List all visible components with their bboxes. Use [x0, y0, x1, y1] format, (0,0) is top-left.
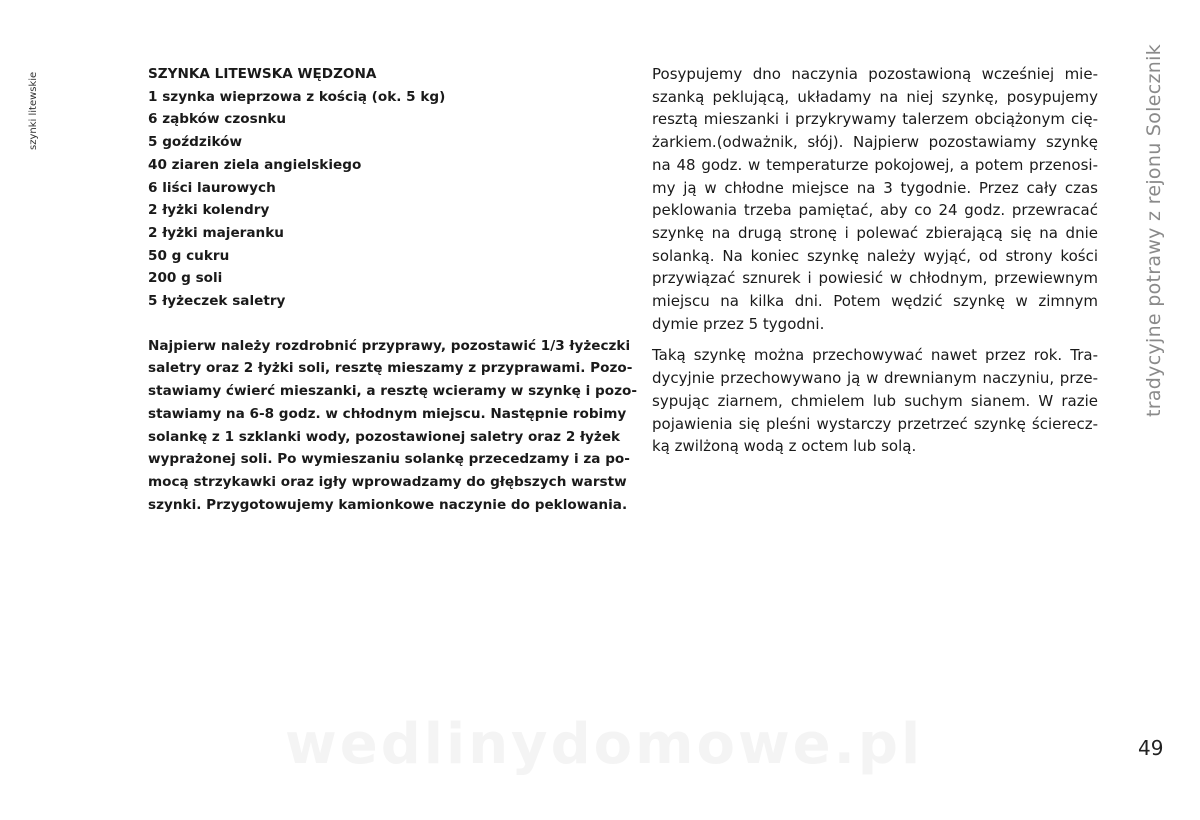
text-line: dycyjnie przechowywano ją w drewnianym naczyniu, prze-: [652, 369, 1098, 388]
running-header-text: szynki litewskie: [28, 71, 39, 150]
text-line: szynki. Przygotowujemy kamionkowe naczynie do peklowania.: [148, 496, 628, 513]
text-line: miejscu na kilka dni. Potem wędzić szynkę w zimnym: [652, 292, 1098, 311]
side-title: [1143, 44, 1167, 420]
ingredient-item: 2 łyżki majeranku: [148, 224, 284, 241]
text-line: na 48 godz. w temperaturze pokojowej, a potem przenosi-: [652, 155, 1098, 174]
watermark: wedlinydomowe.pl: [285, 712, 924, 777]
text-line: saletry oraz 2 łyżki soli, resztę mieszamy z przyprawami. Pozo-: [148, 360, 633, 377]
text-line: solankę z 1 szklanki wody, pozostawionej saletry oraz 2 łyżek: [148, 428, 621, 445]
recipe-title: SZYNKA LITEWSKA WĘDZONA: [148, 66, 377, 82]
text-line: mocą strzykawki oraz igły wprowadzamy do głębszych warstw: [148, 473, 627, 490]
right-column: [652, 63, 1098, 458]
text-line: stawiamy ćwierć mieszanki, a resztę wcieramy w szynkę i pozo-: [148, 383, 637, 400]
text-line: przywiązać sznurek i powiesić w chłodnym, przewiewnym: [652, 269, 1098, 288]
side-title-text: tradycyjne potrawy z rejonu Solecznik: [1143, 44, 1165, 417]
text-line: pojawienia się pleśni wystarczy przetrzeć szynkę ścierecz-: [652, 414, 1098, 433]
text-line: dymie przez 5 tygodni.: [652, 314, 825, 333]
ingredient-item: 6 liści laurowych: [148, 179, 276, 196]
text-line: żarkiem.(odważnik, słój). Najpierw pozostawiamy szynkę: [652, 133, 1098, 152]
paragraph-preparation: [148, 335, 637, 517]
running-header: [28, 62, 42, 162]
ingredient-item: 50 g cukru: [148, 247, 230, 264]
text-line: Taką szynkę można przechowywać nawet przez rok. Tra-: [652, 346, 1098, 365]
text-line: solanką. Na koniec szynkę należy wyjąć, od strony kości: [652, 246, 1098, 265]
text-line: Posypujemy dno naczynia pozostawioną wcześniej mie-: [652, 65, 1098, 83]
ingredient-item: 5 łyżeczek saletry: [148, 293, 286, 310]
text-line: resztą mieszanki i przykrywamy talerzem obciążonym cię-: [652, 110, 1098, 129]
text-line: wyprażonej soli. Po wymieszaniu solankę przecedzamy i za po-: [148, 451, 630, 468]
text-line: stawiamy na 6-8 godz. w chłodnym miejscu. Następnie robimy: [148, 405, 627, 422]
ingredient-item: 5 goździków: [148, 134, 243, 151]
text-line: szynkę na drugą stronę i polewać zbierającą się na dnie: [652, 223, 1098, 242]
text-line: Najpierw należy rozdrobnić przyprawy, pozostawić 1/3 łyżeczki: [148, 337, 631, 354]
ingredient-item: 1 szynka wieprzowa z kością (ok. 5 kg): [148, 88, 446, 105]
ingredient-item: 6 ząbków czosnku: [148, 111, 287, 128]
page-number: 49: [1138, 736, 1164, 760]
text-line: peklowania trzeba pamiętać, aby co 24 godz. przewracać: [652, 201, 1098, 220]
text-line: szanką peklującą, układamy na niej szynkę, posypujemy: [652, 87, 1098, 106]
text-line: sypując ziarnem, chmielem lub suchym sianem. W razie: [652, 391, 1098, 410]
ingredient-item: 2 łyżki kolendry: [148, 202, 270, 219]
ingredient-item: 200 g soli: [148, 270, 223, 287]
text-line: my ją w chłodne miejsce na 3 tygodnie. Przez cały czas: [652, 178, 1098, 197]
paragraph-storage: [652, 344, 1098, 458]
paragraph-curing: [652, 63, 1098, 335]
left-column: [148, 63, 637, 516]
ingredients-list: [148, 86, 588, 313]
ingredient-item: 40 ziaren ziela angielskiego: [148, 156, 362, 173]
text-line: ką zwilżoną wodą z octem lub solą.: [652, 437, 917, 456]
